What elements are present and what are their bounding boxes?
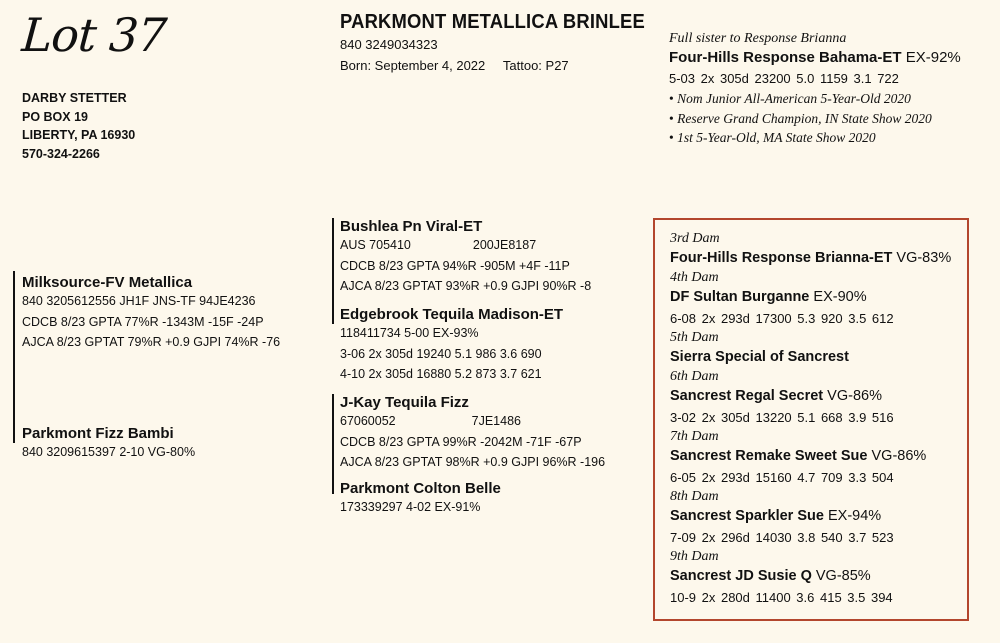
dam-sire-code: 7JE1486	[471, 414, 521, 428]
sire-sire-block	[340, 218, 591, 297]
dam-generation-label: 7th Dam	[670, 429, 719, 444]
maternal-entry-8th-dam	[670, 488, 951, 548]
dam-name: Sancrest Regal Secret	[670, 388, 824, 404]
sire-block	[22, 274, 280, 353]
dam-name: Sancrest JD Susie Q	[670, 568, 812, 584]
sire-dam-line-3: 4-10 2x 305d 16880 5.2 873 3.7 621	[340, 367, 542, 381]
dam-generation-label: 6th Dam	[670, 369, 719, 384]
dam-classification: VG-86%	[827, 388, 882, 404]
maternal-entry-5th-dam	[670, 329, 951, 368]
sire-dam-line-2: 3-06 2x 305d 19240 5.1 986 3.6 690	[340, 346, 542, 361]
dam-record: 6-05 2x 293d 15160 4.7 709 3.3 504	[670, 470, 894, 485]
consignor-address-2: LIBERTY, PA 16930	[22, 128, 136, 142]
dam-sire-reg: 67060052	[340, 414, 396, 428]
dam-classification: VG-85%	[815, 568, 871, 584]
maternal-line-box	[653, 218, 969, 621]
dam-name: DF Sultan Burganne	[670, 289, 810, 305]
full-sister-name-line	[669, 48, 961, 68]
dam-sire-line-3: AJCA 8/23 GPTAT 98%R +0.9 GJPI 96%R -196	[340, 455, 606, 469]
animal-birth-info	[340, 55, 671, 76]
sire-dam-block	[340, 306, 563, 385]
maternal-entry-7th-dam	[670, 428, 951, 488]
animal-header	[340, 11, 671, 76]
dam-name: Four-Hills Response Brianna-ET	[670, 250, 893, 266]
dam-generation-label: 9th Dam	[670, 549, 719, 564]
dam-classification: VG-86%	[871, 448, 927, 464]
dam-generation-label: 5th Dam	[670, 330, 719, 345]
lot-number: Lot 37	[20, 8, 168, 62]
full-sister-note: Full sister to Response Brianna	[669, 31, 847, 46]
dam-dam-block	[340, 480, 501, 518]
dam-name-line	[670, 386, 951, 407]
dam-record: 10-9 2x 280d 11400 3.6 415 3.5 394	[670, 590, 893, 605]
sire-sire-name: Bushlea Pn Viral-ET	[340, 218, 483, 235]
dam-generation-label: 4th Dam	[670, 270, 719, 285]
sire-line-2: CDCB 8/23 GPTA 77%R -1343M -15F -24P	[22, 314, 264, 329]
honor-item: • Nom Junior All-American 5-Year-Old 2020	[669, 89, 961, 109]
sire-line-3: AJCA 8/23 GPTAT 79%R +0.9 GJPI 74%R -76	[22, 335, 281, 349]
animal-id: 840 3249034323	[340, 37, 438, 52]
dam-record: 3-02 2x 305d 13220 5.1 668 3.9 516	[670, 410, 894, 425]
dam-classification: EX-90%	[813, 289, 867, 305]
pedigree-bracket-left	[13, 271, 15, 443]
sire-line-1: 840 3205612556 JH1F JNS-TF 94JE4236	[22, 294, 256, 308]
full-sister-classification: EX-92%	[905, 49, 961, 66]
dam-name: Sancrest Sparkler Sue	[670, 508, 824, 524]
dam-generation-label: 8th Dam	[670, 489, 719, 504]
dam-name-line	[670, 566, 951, 587]
dam-generation-label: 3rd Dam	[670, 231, 720, 246]
consignor-address-1: PO BOX 19	[22, 109, 88, 124]
honor-item: • Reserve Grand Champion, IN State Show 2020	[669, 109, 961, 129]
dam-name: Parkmont Fizz Bambi	[22, 425, 174, 442]
sire-sire-reg: AUS 705410	[340, 238, 411, 252]
full-sister-record: 5-03 2x 305d 23200 5.0 1159 3.1 722	[669, 71, 899, 86]
maternal-entry-6th-dam	[670, 368, 951, 428]
maternal-entry-4th-dam	[670, 269, 951, 329]
dam-record: 6-08 2x 293d 17300 5.3 920 3.5 612	[670, 311, 894, 326]
animal-born: Born: September 4, 2022	[340, 58, 486, 73]
dam-dam-name: Parkmont Colton Belle	[340, 480, 501, 497]
dam-sire-name: J-Kay Tequila Fizz	[340, 394, 469, 411]
consignor-name: DARBY STETTER	[22, 91, 127, 105]
sire-dam-line-1: 118411734 5-00 EX-93%	[340, 326, 479, 340]
sire-sire-line-1	[340, 235, 591, 256]
dam-name-line	[670, 248, 951, 269]
dam-line-1: 840 3209615397 2-10 VG-80%	[22, 445, 196, 459]
honor-item: • 1st 5-Year-Old, MA State Show 2020	[669, 128, 961, 148]
sire-sire-code: 200JE8187	[472, 238, 537, 252]
sire-sire-line-3: AJCA 8/23 GPTAT 93%R +0.9 GJPI 90%R -8	[340, 279, 592, 293]
maternal-line-list	[670, 230, 951, 608]
dam-record: 7-09 2x 296d 14030 3.8 540 3.7 523	[670, 530, 894, 545]
dam-name: Sancrest Remake Sweet Sue	[670, 448, 868, 464]
pedigree-bracket-dam	[332, 394, 334, 494]
dam-name: Sierra Special of Sancrest	[670, 349, 849, 365]
animal-tattoo: Tattoo: P27	[502, 58, 569, 73]
maternal-entry-3rd-dam	[670, 230, 951, 269]
full-sister-honors	[669, 89, 961, 148]
consignor-phone: 570-324-2266	[22, 146, 100, 161]
animal-name: PARKMONT METALLICA BRINLEE	[340, 11, 645, 33]
dam-sire-line-1	[340, 411, 605, 432]
dam-classification: EX-94%	[827, 508, 882, 524]
maternal-entry-9th-dam	[670, 548, 951, 608]
full-sister-name: Four-Hills Response Bahama-ET	[669, 49, 902, 66]
pedigree-bracket-sire	[332, 218, 334, 324]
dam-classification: VG-83%	[896, 250, 952, 266]
dam-name-line	[670, 446, 951, 467]
dam-sire-block	[340, 394, 605, 473]
sire-dam-name: Edgebrook Tequila Madison-ET	[340, 306, 564, 323]
dam-name-line	[670, 506, 951, 527]
dam-sire-line-2: CDCB 8/23 GPTA 99%R -2042M -71F -67P	[340, 434, 582, 449]
dam-name-line	[670, 347, 951, 368]
dam-dam-line-1: 173339297 4-02 EX-91%	[340, 500, 481, 514]
dam-block	[22, 425, 195, 463]
consignor-block	[22, 89, 135, 163]
sire-name: Milksource-FV Metallica	[22, 274, 193, 291]
full-sister-block	[669, 30, 961, 148]
dam-name-line	[670, 287, 951, 308]
sire-sire-line-2: CDCB 8/23 GPTA 94%R -905M +4F -11P	[340, 258, 570, 273]
